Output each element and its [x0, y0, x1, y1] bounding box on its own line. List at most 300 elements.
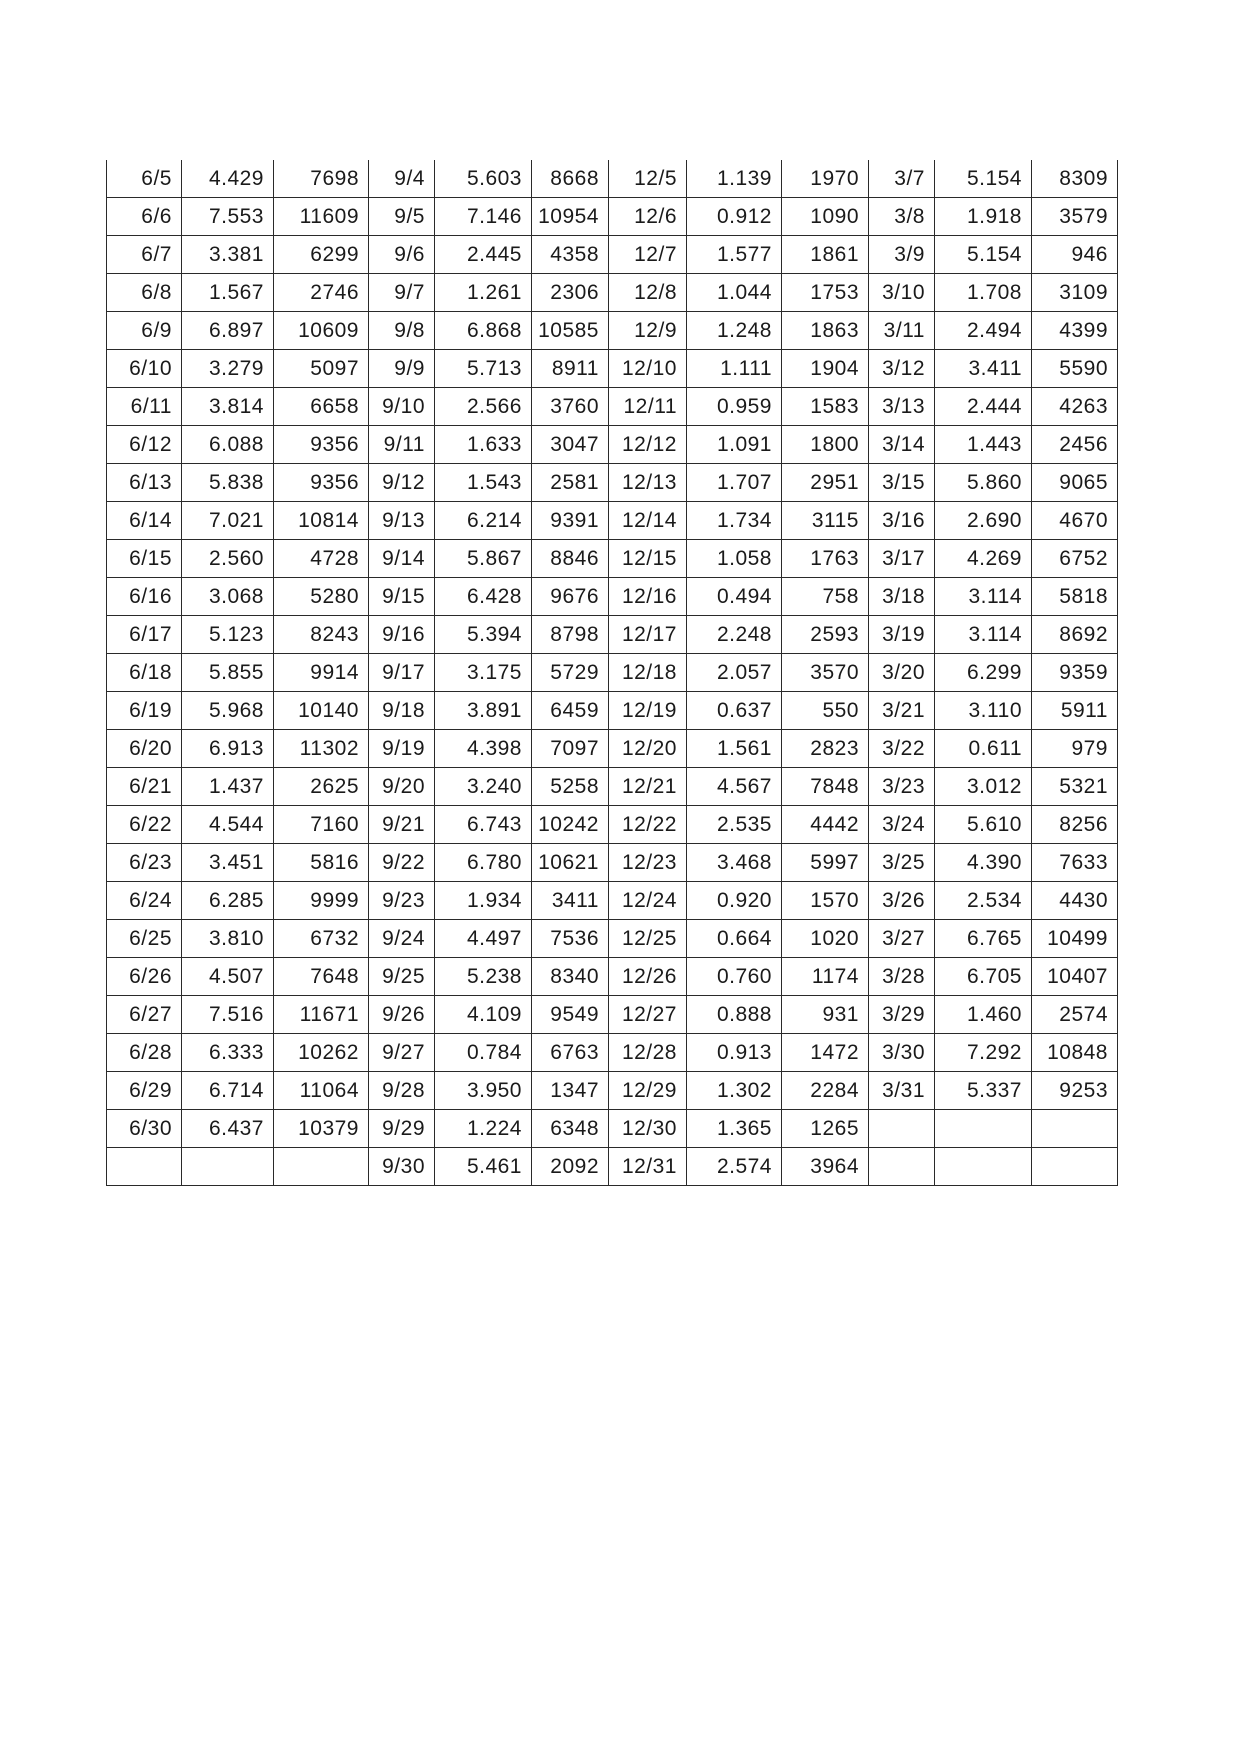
- cell-count-q2: 3760: [532, 388, 609, 426]
- cell-date-q3: 12/16: [609, 578, 687, 616]
- cell-date-q3: 12/31: [609, 1148, 687, 1186]
- cell-count-q2: 6459: [532, 692, 609, 730]
- cell-date-q3: 12/24: [609, 882, 687, 920]
- cell-count-q1: 6299: [274, 236, 369, 274]
- cell-date-q3: 12/25: [609, 920, 687, 958]
- cell-count-q1: 4728: [274, 540, 369, 578]
- cell-value-q3: 1.044: [687, 274, 782, 312]
- cell-count-q1: 8243: [274, 616, 369, 654]
- cell-date-q4: 3/26: [869, 882, 935, 920]
- cell-count-q1: 10140: [274, 692, 369, 730]
- cell-count-q4: 8309: [1032, 160, 1118, 198]
- table-row: [107, 958, 1118, 996]
- cell-value-q4: 1.443: [935, 426, 1032, 464]
- cell-date-q4: 3/25: [869, 844, 935, 882]
- cell-count-q3: 1800: [782, 426, 869, 464]
- cell-date-q1: 6/23: [107, 844, 182, 882]
- cell-date-q3: 12/30: [609, 1110, 687, 1148]
- cell-value-q3: 0.920: [687, 882, 782, 920]
- table-row: [107, 350, 1118, 388]
- cell-value-q3: 0.637: [687, 692, 782, 730]
- cell-count-q2: 9549: [532, 996, 609, 1034]
- cell-date-q3: 12/10: [609, 350, 687, 388]
- cell-date-q4: 3/20: [869, 654, 935, 692]
- cell-date-q3: 12/13: [609, 464, 687, 502]
- cell-date-q2: 9/4: [369, 160, 435, 198]
- cell-count-q3: 3570: [782, 654, 869, 692]
- cell-count-q3: 5997: [782, 844, 869, 882]
- table-row: [107, 198, 1118, 236]
- cell-date-q2: 9/15: [369, 578, 435, 616]
- cell-value-q3: 1.091: [687, 426, 782, 464]
- cell-date-q4: 3/28: [869, 958, 935, 996]
- cell-count-q1: 11302: [274, 730, 369, 768]
- cell-date-q4: 3/11: [869, 312, 935, 350]
- cell-date-q3: 12/6: [609, 198, 687, 236]
- cell-count-q1: 5816: [274, 844, 369, 882]
- cell-value-q2: 7.146: [435, 198, 532, 236]
- cell-date-q2: 9/19: [369, 730, 435, 768]
- cell-value-q2: 1.934: [435, 882, 532, 920]
- cell-date-q3: 12/15: [609, 540, 687, 578]
- cell-count-q3: 1970: [782, 160, 869, 198]
- cell-date-q1: 6/11: [107, 388, 182, 426]
- cell-count-q4: [1032, 1148, 1118, 1186]
- cell-count-q4: 3579: [1032, 198, 1118, 236]
- cell-value-q3: 0.888: [687, 996, 782, 1034]
- cell-date-q2: 9/23: [369, 882, 435, 920]
- cell-count-q4: 5321: [1032, 768, 1118, 806]
- cell-value-q2: 1.543: [435, 464, 532, 502]
- cell-date-q2: 9/9: [369, 350, 435, 388]
- cell-count-q3: 1570: [782, 882, 869, 920]
- cell-value-q2: 5.394: [435, 616, 532, 654]
- cell-value-q1: 5.855: [182, 654, 274, 692]
- cell-value-q2: 6.868: [435, 312, 532, 350]
- cell-count-q3: 1020: [782, 920, 869, 958]
- cell-count-q3: 1753: [782, 274, 869, 312]
- cell-date-q2: 9/20: [369, 768, 435, 806]
- cell-value-q1: 2.560: [182, 540, 274, 578]
- cell-count-q3: 550: [782, 692, 869, 730]
- cell-count-q3: 1861: [782, 236, 869, 274]
- cell-count-q1: 9356: [274, 426, 369, 464]
- cell-date-q4: 3/17: [869, 540, 935, 578]
- cell-count-q2: 2306: [532, 274, 609, 312]
- cell-date-q3: 12/20: [609, 730, 687, 768]
- cell-value-q2: 5.603: [435, 160, 532, 198]
- table-row: [107, 502, 1118, 540]
- cell-value-q3: 2.248: [687, 616, 782, 654]
- cell-date-q4: 3/30: [869, 1034, 935, 1072]
- cell-count-q3: 1763: [782, 540, 869, 578]
- cell-date-q3: 12/19: [609, 692, 687, 730]
- cell-date-q1: 6/20: [107, 730, 182, 768]
- cell-value-q1: 7.516: [182, 996, 274, 1034]
- cell-date-q1: 6/27: [107, 996, 182, 1034]
- cell-value-q1: 4.429: [182, 160, 274, 198]
- cell-count-q4: 2574: [1032, 996, 1118, 1034]
- cell-value-q3: 0.760: [687, 958, 782, 996]
- cell-count-q4: 10407: [1032, 958, 1118, 996]
- cell-value-q1: 5.123: [182, 616, 274, 654]
- cell-date-q3: 12/5: [609, 160, 687, 198]
- cell-count-q3: 3115: [782, 502, 869, 540]
- table-row: [107, 274, 1118, 312]
- cell-value-q1: 6.714: [182, 1072, 274, 1110]
- cell-value-q4: 2.444: [935, 388, 1032, 426]
- cell-value-q1: 5.838: [182, 464, 274, 502]
- cell-count-q1: 9914: [274, 654, 369, 692]
- cell-count-q4: 946: [1032, 236, 1118, 274]
- cell-date-q3: 12/22: [609, 806, 687, 844]
- cell-date-q1: [107, 1148, 182, 1186]
- cell-date-q4: [869, 1148, 935, 1186]
- cell-value-q1: 6.897: [182, 312, 274, 350]
- data-table: [106, 160, 1118, 1186]
- cell-count-q1: 7648: [274, 958, 369, 996]
- cell-value-q1: 3.381: [182, 236, 274, 274]
- cell-value-q4: 5.337: [935, 1072, 1032, 1110]
- cell-count-q4: 4430: [1032, 882, 1118, 920]
- cell-count-q4: 4399: [1032, 312, 1118, 350]
- cell-date-q4: 3/19: [869, 616, 935, 654]
- cell-date-q4: 3/15: [869, 464, 935, 502]
- cell-count-q2: 5258: [532, 768, 609, 806]
- cell-date-q3: 12/17: [609, 616, 687, 654]
- table-row: [107, 464, 1118, 502]
- cell-date-q1: 6/14: [107, 502, 182, 540]
- cell-value-q4: 2.494: [935, 312, 1032, 350]
- cell-count-q2: 10621: [532, 844, 609, 882]
- cell-value-q4: 4.269: [935, 540, 1032, 578]
- cell-value-q1: 6.333: [182, 1034, 274, 1072]
- cell-count-q1: 7160: [274, 806, 369, 844]
- table-row: [107, 578, 1118, 616]
- cell-date-q1: 6/29: [107, 1072, 182, 1110]
- cell-date-q3: 12/27: [609, 996, 687, 1034]
- cell-value-q1: 4.544: [182, 806, 274, 844]
- cell-count-q3: 3964: [782, 1148, 869, 1186]
- cell-date-q4: 3/18: [869, 578, 935, 616]
- cell-value-q4: 1.918: [935, 198, 1032, 236]
- cell-value-q2: 5.238: [435, 958, 532, 996]
- cell-count-q2: 3411: [532, 882, 609, 920]
- cell-count-q3: 1090: [782, 198, 869, 236]
- cell-count-q1: 2625: [274, 768, 369, 806]
- cell-value-q2: 6.780: [435, 844, 532, 882]
- cell-date-q3: 12/12: [609, 426, 687, 464]
- cell-count-q4: 6752: [1032, 540, 1118, 578]
- cell-date-q2: 9/25: [369, 958, 435, 996]
- cell-value-q2: 2.566: [435, 388, 532, 426]
- cell-value-q4: 3.114: [935, 578, 1032, 616]
- cell-date-q4: 3/29: [869, 996, 935, 1034]
- table-row: [107, 844, 1118, 882]
- cell-value-q1: 3.279: [182, 350, 274, 388]
- cell-value-q4: 5.860: [935, 464, 1032, 502]
- cell-date-q3: 12/29: [609, 1072, 687, 1110]
- cell-date-q3: 12/21: [609, 768, 687, 806]
- cell-value-q1: 3.068: [182, 578, 274, 616]
- cell-date-q4: 3/9: [869, 236, 935, 274]
- cell-value-q4: [935, 1110, 1032, 1148]
- cell-count-q2: 10954: [532, 198, 609, 236]
- cell-date-q4: 3/16: [869, 502, 935, 540]
- cell-value-q4: 1.708: [935, 274, 1032, 312]
- cell-date-q4: 3/23: [869, 768, 935, 806]
- cell-count-q4: 10848: [1032, 1034, 1118, 1072]
- cell-value-q3: 0.912: [687, 198, 782, 236]
- cell-value-q2: 5.713: [435, 350, 532, 388]
- cell-value-q4: 3.114: [935, 616, 1032, 654]
- cell-count-q1: [274, 1148, 369, 1186]
- cell-value-q3: 1.365: [687, 1110, 782, 1148]
- cell-value-q1: 7.553: [182, 198, 274, 236]
- cell-count-q1: 11064: [274, 1072, 369, 1110]
- cell-count-q1: 10262: [274, 1034, 369, 1072]
- cell-value-q4: 5.154: [935, 160, 1032, 198]
- cell-value-q3: 4.567: [687, 768, 782, 806]
- table-row: [107, 312, 1118, 350]
- cell-count-q2: 7536: [532, 920, 609, 958]
- cell-value-q3: 0.494: [687, 578, 782, 616]
- cell-count-q1: 6732: [274, 920, 369, 958]
- cell-value-q4: 0.611: [935, 730, 1032, 768]
- cell-value-q1: 6.437: [182, 1110, 274, 1148]
- cell-date-q1: 6/8: [107, 274, 182, 312]
- cell-date-q1: 6/30: [107, 1110, 182, 1148]
- table-row: [107, 1110, 1118, 1148]
- cell-date-q4: 3/21: [869, 692, 935, 730]
- cell-value-q2: 1.224: [435, 1110, 532, 1148]
- table-body: [107, 160, 1118, 1186]
- cell-date-q3: 12/9: [609, 312, 687, 350]
- cell-count-q2: 10585: [532, 312, 609, 350]
- cell-date-q1: 6/7: [107, 236, 182, 274]
- cell-count-q4: 5590: [1032, 350, 1118, 388]
- cell-count-q1: 5280: [274, 578, 369, 616]
- cell-date-q2: 9/22: [369, 844, 435, 882]
- cell-value-q2: 3.175: [435, 654, 532, 692]
- cell-count-q4: 9359: [1032, 654, 1118, 692]
- cell-value-q1: 3.814: [182, 388, 274, 426]
- cell-count-q4: 10499: [1032, 920, 1118, 958]
- cell-value-q4: 2.690: [935, 502, 1032, 540]
- table-row: [107, 1072, 1118, 1110]
- cell-value-q2: 6.428: [435, 578, 532, 616]
- cell-date-q1: 6/12: [107, 426, 182, 464]
- cell-value-q1: 3.810: [182, 920, 274, 958]
- cell-date-q4: [869, 1110, 935, 1148]
- cell-date-q1: 6/21: [107, 768, 182, 806]
- cell-value-q2: 1.261: [435, 274, 532, 312]
- cell-value-q3: 0.959: [687, 388, 782, 426]
- cell-date-q1: 6/13: [107, 464, 182, 502]
- cell-date-q2: 9/30: [369, 1148, 435, 1186]
- cell-count-q2: 4358: [532, 236, 609, 274]
- table-row: [107, 1148, 1118, 1186]
- cell-date-q3: 12/11: [609, 388, 687, 426]
- cell-value-q3: 1.248: [687, 312, 782, 350]
- table-row: [107, 806, 1118, 844]
- cell-count-q3: 1472: [782, 1034, 869, 1072]
- cell-date-q2: 9/12: [369, 464, 435, 502]
- cell-date-q1: 6/22: [107, 806, 182, 844]
- cell-date-q2: 9/24: [369, 920, 435, 958]
- cell-value-q2: 6.214: [435, 502, 532, 540]
- cell-date-q1: 6/9: [107, 312, 182, 350]
- cell-date-q1: 6/6: [107, 198, 182, 236]
- cell-date-q2: 9/6: [369, 236, 435, 274]
- cell-count-q1: 9999: [274, 882, 369, 920]
- cell-count-q2: 8668: [532, 160, 609, 198]
- cell-date-q1: 6/26: [107, 958, 182, 996]
- cell-count-q2: 8911: [532, 350, 609, 388]
- table-row: [107, 654, 1118, 692]
- cell-value-q4: 5.154: [935, 236, 1032, 274]
- cell-value-q2: 2.445: [435, 236, 532, 274]
- cell-value-q4: 2.534: [935, 882, 1032, 920]
- cell-value-q3: 1.111: [687, 350, 782, 388]
- cell-value-q4: 6.299: [935, 654, 1032, 692]
- cell-value-q1: 6.088: [182, 426, 274, 464]
- cell-count-q2: 5729: [532, 654, 609, 692]
- cell-date-q3: 12/8: [609, 274, 687, 312]
- cell-value-q3: 0.664: [687, 920, 782, 958]
- cell-count-q4: 2456: [1032, 426, 1118, 464]
- cell-value-q3: 1.577: [687, 236, 782, 274]
- cell-date-q1: 6/19: [107, 692, 182, 730]
- cell-date-q4: 3/8: [869, 198, 935, 236]
- cell-count-q1: 10814: [274, 502, 369, 540]
- cell-date-q1: 6/10: [107, 350, 182, 388]
- cell-value-q1: 3.451: [182, 844, 274, 882]
- cell-date-q3: 12/26: [609, 958, 687, 996]
- cell-value-q2: 3.891: [435, 692, 532, 730]
- table-row: [107, 236, 1118, 274]
- cell-count-q1: 5097: [274, 350, 369, 388]
- cell-count-q4: [1032, 1110, 1118, 1148]
- cell-date-q3: 12/14: [609, 502, 687, 540]
- cell-value-q4: 6.765: [935, 920, 1032, 958]
- table-row: [107, 768, 1118, 806]
- cell-count-q2: 3047: [532, 426, 609, 464]
- cell-count-q4: 5911: [1032, 692, 1118, 730]
- cell-count-q3: 4442: [782, 806, 869, 844]
- cell-value-q3: 2.574: [687, 1148, 782, 1186]
- cell-date-q1: 6/28: [107, 1034, 182, 1072]
- cell-count-q4: 4263: [1032, 388, 1118, 426]
- cell-count-q2: 6348: [532, 1110, 609, 1148]
- cell-value-q2: 6.743: [435, 806, 532, 844]
- cell-date-q1: 6/15: [107, 540, 182, 578]
- cell-value-q4: 1.460: [935, 996, 1032, 1034]
- cell-value-q3: 3.468: [687, 844, 782, 882]
- cell-date-q1: 6/16: [107, 578, 182, 616]
- cell-count-q3: 1583: [782, 388, 869, 426]
- cell-value-q1: 1.567: [182, 274, 274, 312]
- table-row: [107, 996, 1118, 1034]
- table-row: [107, 730, 1118, 768]
- table-row: [107, 388, 1118, 426]
- table-row: [107, 692, 1118, 730]
- cell-count-q2: 10242: [532, 806, 609, 844]
- cell-date-q4: 3/12: [869, 350, 935, 388]
- cell-date-q2: 9/14: [369, 540, 435, 578]
- cell-count-q3: 1904: [782, 350, 869, 388]
- cell-value-q3: 1.561: [687, 730, 782, 768]
- cell-count-q2: 9676: [532, 578, 609, 616]
- cell-value-q2: 3.240: [435, 768, 532, 806]
- cell-count-q1: 10609: [274, 312, 369, 350]
- cell-count-q3: 758: [782, 578, 869, 616]
- cell-date-q4: 3/27: [869, 920, 935, 958]
- cell-date-q4: 3/24: [869, 806, 935, 844]
- cell-date-q1: 6/17: [107, 616, 182, 654]
- cell-value-q1: 1.437: [182, 768, 274, 806]
- cell-value-q1: 7.021: [182, 502, 274, 540]
- cell-count-q1: 6658: [274, 388, 369, 426]
- cell-value-q1: 4.507: [182, 958, 274, 996]
- cell-value-q3: 0.913: [687, 1034, 782, 1072]
- cell-value-q1: 5.968: [182, 692, 274, 730]
- cell-date-q2: 9/29: [369, 1110, 435, 1148]
- cell-count-q2: 8846: [532, 540, 609, 578]
- table-row: [107, 426, 1118, 464]
- cell-count-q2: 9391: [532, 502, 609, 540]
- cell-count-q1: 7698: [274, 160, 369, 198]
- cell-count-q4: 979: [1032, 730, 1118, 768]
- cell-value-q3: 1.734: [687, 502, 782, 540]
- cell-date-q4: 3/10: [869, 274, 935, 312]
- cell-count-q4: 4670: [1032, 502, 1118, 540]
- cell-count-q2: 2581: [532, 464, 609, 502]
- cell-count-q2: 2092: [532, 1148, 609, 1186]
- cell-date-q4: 3/14: [869, 426, 935, 464]
- cell-count-q2: 8798: [532, 616, 609, 654]
- cell-value-q4: [935, 1148, 1032, 1186]
- cell-date-q4: 3/13: [869, 388, 935, 426]
- cell-date-q2: 9/18: [369, 692, 435, 730]
- table-row: [107, 920, 1118, 958]
- cell-value-q2: 4.398: [435, 730, 532, 768]
- table-row: [107, 616, 1118, 654]
- cell-date-q4: 3/7: [869, 160, 935, 198]
- cell-count-q3: 2951: [782, 464, 869, 502]
- cell-date-q2: 9/10: [369, 388, 435, 426]
- cell-value-q4: 3.110: [935, 692, 1032, 730]
- cell-count-q2: 1347: [532, 1072, 609, 1110]
- cell-count-q2: 6763: [532, 1034, 609, 1072]
- cell-value-q2: 5.461: [435, 1148, 532, 1186]
- cell-value-q4: 3.411: [935, 350, 1032, 388]
- cell-count-q2: 7097: [532, 730, 609, 768]
- cell-date-q2: 9/13: [369, 502, 435, 540]
- cell-value-q4: 6.705: [935, 958, 1032, 996]
- cell-value-q3: 1.058: [687, 540, 782, 578]
- cell-date-q2: 9/26: [369, 996, 435, 1034]
- table-row: [107, 882, 1118, 920]
- cell-count-q3: 2593: [782, 616, 869, 654]
- cell-date-q2: 9/16: [369, 616, 435, 654]
- cell-count-q1: 11671: [274, 996, 369, 1034]
- cell-value-q1: 6.913: [182, 730, 274, 768]
- cell-date-q2: 9/21: [369, 806, 435, 844]
- cell-count-q1: 2746: [274, 274, 369, 312]
- cell-count-q1: 9356: [274, 464, 369, 502]
- cell-count-q3: 1863: [782, 312, 869, 350]
